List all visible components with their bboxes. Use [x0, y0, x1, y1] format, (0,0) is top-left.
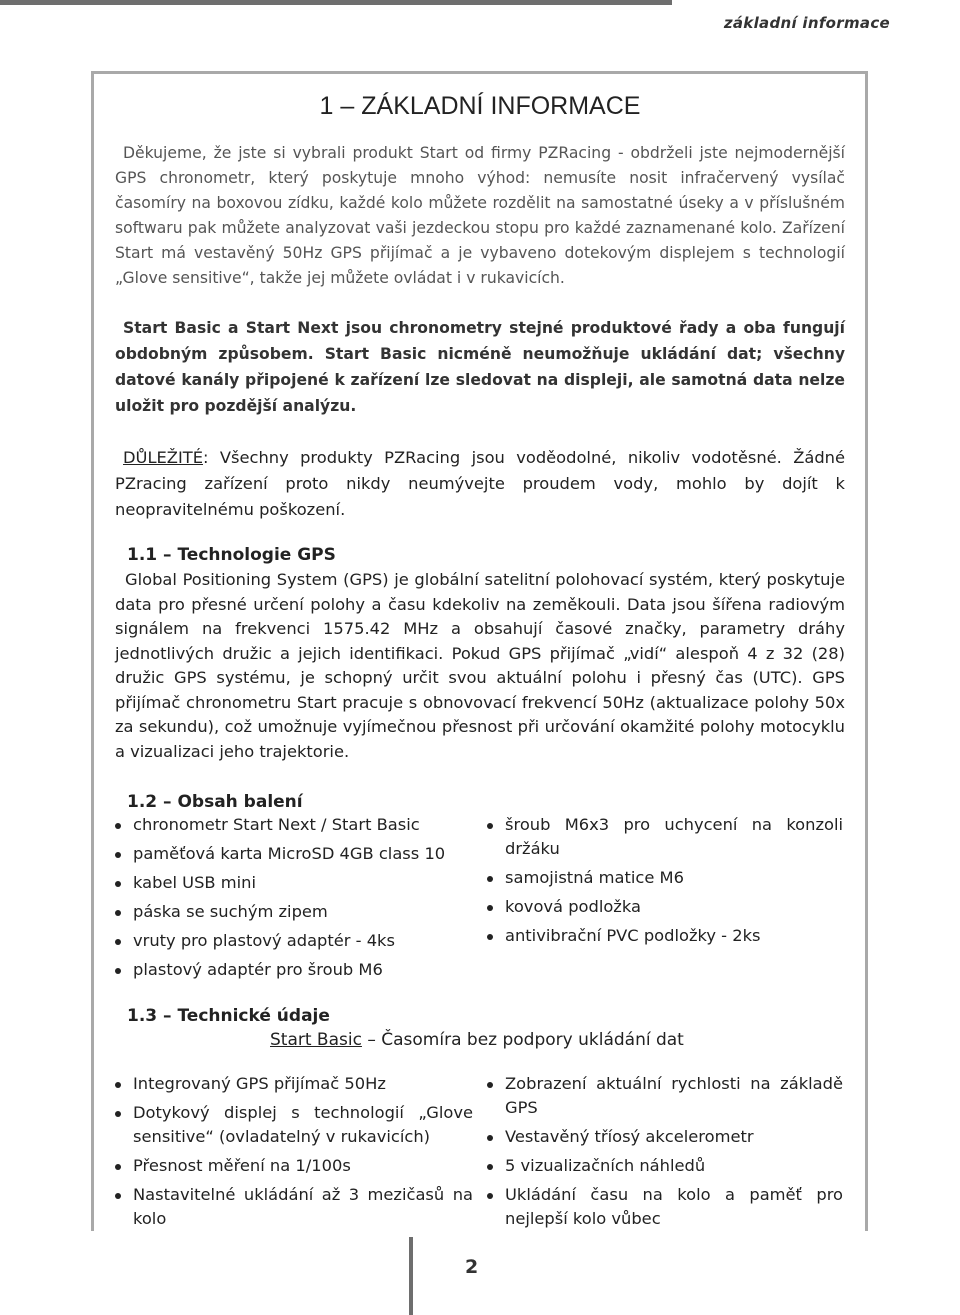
model-name: Start Basic — [270, 1030, 362, 1050]
intro-paragraph: Děkujeme, že jste si vybrali produkt Start od firmy PZRacing - obdrželi jste nejmodernější GPS chronometr, který poskytuje mnoho výhod: nemusíte nosit infračervený vysílač časomíry na boxovou zídku, každé kolo můžete rozdělit na samostatné úseky a v příslušném softwaru pak můžete analyzovat vaši jezdeckou stopu pro každé zaznamenané kolo. Zařízení Start má vestavěný 50Hz GPS přijímač a je vybaveno dotekovým displejem s technologií „Glove sensitive“, takže jej můžete ovládat i v rukavicích. — [115, 144, 845, 287]
main-content — [115, 80, 845, 1236]
package-list-right — [487, 813, 843, 987]
list-item: Dotykový displej s technologií „Glove sensitive“ (ovladatelný v rukavicích) — [115, 1101, 473, 1149]
model-description: – Časomíra bez podpory ukládání dat — [361, 1030, 684, 1050]
tech-columns — [115, 1072, 845, 1236]
package-columns — [115, 813, 845, 987]
important-text: : Všechny produkty PZRacing jsou voděodolné, nikoliv vodotěsné. Žádné PZracing zařízení proto nikdy neumývejte proudem vody, mohlo by dojít k neopravitelnému poškození. — [115, 448, 845, 519]
list-item: Nastavitelné ukládání až 3 mezičasů na kolo — [115, 1183, 473, 1231]
gps-heading: 1.1 – Technologie GPS — [127, 545, 336, 565]
list-item: paměťová karta MicroSD 4GB class 10 — [115, 842, 473, 866]
footer-rule — [409, 1237, 413, 1315]
list-item: antivibrační PVC podložky - 2ks — [487, 924, 843, 948]
tech-list-left — [115, 1072, 473, 1236]
top-rule — [0, 0, 672, 5]
list-item: 5 vizualizačních náhledů — [487, 1154, 843, 1178]
list-item: samojistná matice M6 — [487, 866, 843, 890]
list-item: Integrovaný GPS přijímač 50Hz — [115, 1072, 473, 1096]
list-item: Ukládání času na kolo a paměť pro nejlepší kolo vůbec — [487, 1183, 843, 1231]
basic-vs-next-note: Start Basic a Start Next jsou chronometry stejné produktové řady a oba fungují obdobným způsobem. Start Basic nicméně neumožňuje ukládání dat; všechny datové kanály připojené k zařízení lze sledovat na displeji, ale samotná data nelze uložit pro pozdější analýzu. — [115, 319, 845, 415]
list-item: Zobrazení aktuální rychlosti na základě GPS — [487, 1072, 843, 1120]
tech-list-right — [487, 1072, 843, 1236]
gps-paragraph: Global Positioning System (GPS) je globální satelitní polohovací systém, který poskytuje data pro přesné určení polohy a času kdekoliv na zeměkouli. Data jsou šířena radiovým signálem na frekvenci 1575.42 MHz a obsahují časové značky, parametry dráhy jednotlivých družic a jejich identifikaci. Pokud GPS přijímač „vidí“ alespoň 4 z 32 (28) družic GPS systému, je schopný určit svou aktuální polohu i přesný čas (UTC). GPS přijímač chronometru Start pracuje s obnovovací frekvencí 50Hz (aktualizace polohy 50x za sekundu), což umožnuje vyjímečnou přesnost při určování okamžité polohy motocyklu a vizualizaci jeho trajektorie. — [115, 570, 845, 761]
list-item: vruty pro plastový adaptér - 4ks — [115, 929, 473, 953]
package-heading: 1.2 – Obsah balení — [127, 792, 303, 812]
list-item: kabel USB mini — [115, 871, 473, 895]
list-item: Přesnost měření na 1/100s — [115, 1154, 473, 1178]
tech-heading: 1.3 – Technické údaje — [127, 1006, 330, 1026]
page-title: 1 – ZÁKLADNÍ INFORMACE — [319, 92, 641, 120]
list-item: Vestavěný tříosý akcelerometr — [487, 1125, 843, 1149]
list-item: kovová podložka — [487, 895, 843, 919]
page-number: 2 — [465, 1256, 479, 1278]
section-label: základní informace — [723, 14, 890, 32]
important-note — [115, 445, 845, 523]
important-label: DŮLEŽITÉ — [123, 448, 203, 467]
tech-subheading — [270, 1028, 845, 1052]
list-item: páska se suchým zipem — [115, 900, 473, 924]
package-list-left — [115, 813, 473, 987]
list-item: chronometr Start Next / Start Basic — [115, 813, 473, 837]
list-item: šroub M6x3 pro uchycení na konzoli držáku — [487, 813, 843, 861]
list-item: plastový adaptér pro šroub M6 — [115, 958, 473, 982]
